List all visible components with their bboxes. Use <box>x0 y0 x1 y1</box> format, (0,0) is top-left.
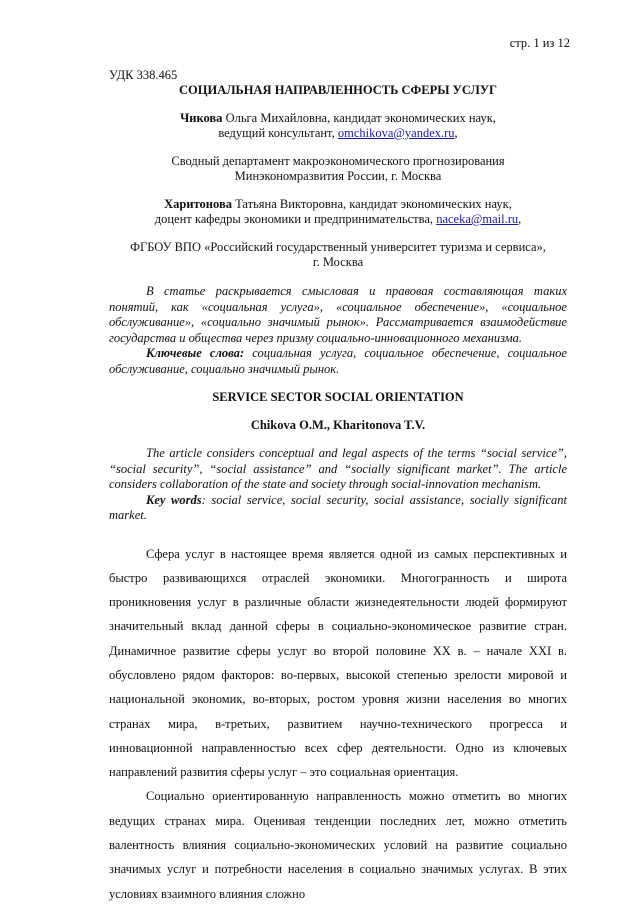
author1-details: Ольга Михайловна, кандидат экономических наук, <box>222 111 496 125</box>
author2-line2 <box>109 212 567 227</box>
body-paragraph-1: Сфера услуг в настоящее время является одной из самых перспективных и быстро развивающихся отраслей экономики. Многогранность и широта проникновения услуг в различные области жизнедеятельности людей формируют значительный вклад данной сферы в социально-экономическое развитие стран. Динамичное развитие сферы услуг во второй половине XX в. – начале XXI в. обусловлено рядом факторов: во-первых, высокой степенью зрелости мировой и национальной экономик, во-вторых, ростом уровня жизни населения во многих странах мира, в-третьих, развитием научно-технического прогресса и инновационной направленностью всех сфер деятельности. Одно из ключевых направлений развития сферы услуг – это социальная ориентация. <box>109 546 567 780</box>
author1-email-suffix: , <box>454 126 458 140</box>
authors-en: Chikova O.M., Kharitonova T.V. <box>250 418 426 432</box>
keywords-ru-label: Ключевые слова: <box>146 346 245 360</box>
author1-email-link[interactable]: omchikova@yandex.ru <box>337 126 455 140</box>
affiliation2-line2: г. Москва <box>312 255 364 269</box>
author1-position: ведущий консультант, <box>218 126 338 140</box>
article-title-ru: СОЦИАЛЬНАЯ НАПРАВЛЕННОСТЬ СФЕРЫ УСЛУГ <box>179 83 497 97</box>
author2-email-suffix: , <box>518 212 522 226</box>
author2-details: Татьяна Викторовна, кандидат экономических наук, <box>231 197 512 211</box>
author2-line1 <box>109 197 567 212</box>
keywords-en-label: Key words <box>146 492 202 507</box>
author1-line1 <box>109 111 567 126</box>
udk-code: УДК 338.465 <box>109 68 178 82</box>
affiliation1-line1: Сводный департамент макроэкономического прогнозирования <box>171 154 505 168</box>
page-counter: стр. 1 из 12 <box>509 36 570 50</box>
author1-line2 <box>109 126 567 141</box>
abstract-en: The article considers conceptual and legal aspects of the terms “social service”, “social security”, “social assistance” and “socially significant market”. The article considers collaboration of the state and society through social-innovation mechanism. <box>109 446 567 491</box>
keywords-ru-text: социальная услуга, социальное обеспечение, социальное обслуживание, социально значимый рынок. <box>109 346 567 376</box>
author1-surname: Чикова <box>180 111 223 125</box>
keywords-en-text: : social service, social security, social assistance, socially significant market. <box>109 492 567 522</box>
author2-surname: Харитонова <box>164 197 232 211</box>
keywords-en <box>109 493 567 524</box>
affiliation1-line2: Минэкономразвития России, г. Москва <box>234 169 442 183</box>
author2-position: доцент кафедры экономики и предпринимательства, <box>154 212 437 226</box>
abstract-ru: В статье раскрывается смысловая и правовая составляющая таких понятий, как «социальная услуга», «социальное обеспечение», «социальное обслуживание», «социально значимый рынок». Рассматривается взаимодействие государства и общества через призму социально-инновационного механизма. <box>109 284 567 345</box>
article-content <box>109 68 567 906</box>
keywords-ru <box>109 346 567 377</box>
article-title-en: SERVICE SECTOR SOCIAL ORIENTATION <box>212 390 464 404</box>
body-paragraph-2: Социально ориентированную направленность можно отметить во многих ведущих странах мира. Оценивая тенденции последних лет, можно отметить валентность влияния социально-экономических условий на развитие социально значимых услуг и потребности населения в социально значимых услугах. В этих условиях взаимного влияния сложно <box>109 789 567 901</box>
affiliation2-line1: ФГБОУ ВПО «Российский государственный университет туризма и сервиса», <box>130 240 546 254</box>
author2-email-link[interactable]: naceka@mail.ru <box>436 212 519 226</box>
